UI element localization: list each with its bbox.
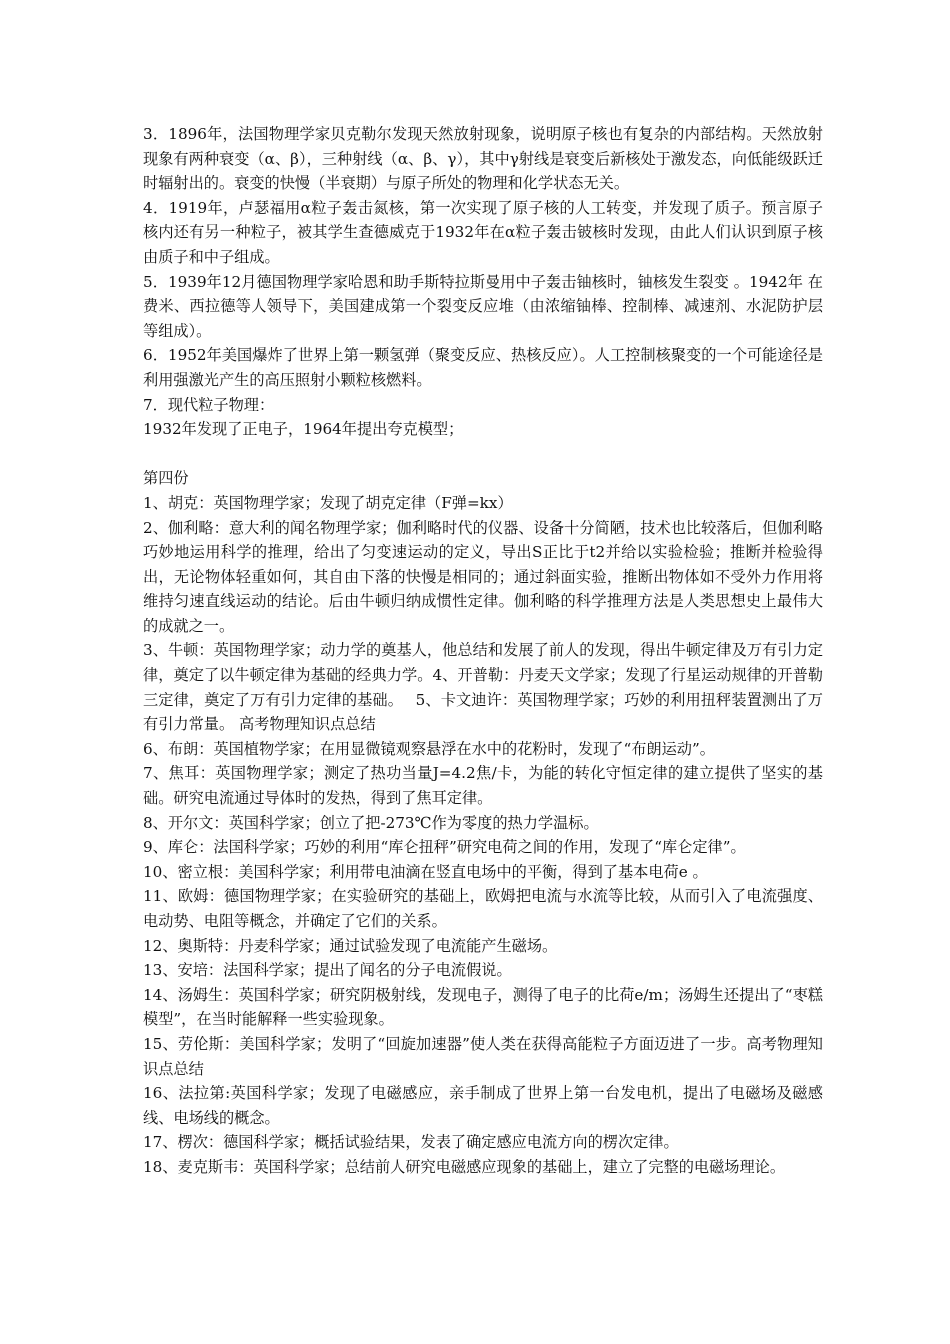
- scientist-maxwell: 18、麦克斯韦：英国科学家；总结前人研究电磁感应现象的基础上，建立了完整的电磁场理论。: [143, 1157, 786, 1176]
- scientist-coulomb: 9、库仑：法国科学家；巧妙的利用“库仑扭秤”研究电荷之间的作用，发现了“库仑定律”。: [143, 838, 746, 857]
- scientist-faraday: 16、法拉第:英国科学家；发现了电磁感应，亲手制成了世界上第一台发电机，提出了电磁场及磁感线、电场线的概念。: [143, 1084, 823, 1127]
- paragraph-nuclear-6: 6．1952年美国爆炸了世界上第一颗氢弹（聚变反应、热核反应）。人工控制核聚变的一个可能途径是利用强激光产生的高压照射小颗粒核燃料。: [143, 346, 823, 389]
- blank-line: [143, 442, 823, 467]
- scientist-thomson: 14、汤姆生：英国科学家；研究阴极射线，发现电子，测得了电子的比荷e/m；汤姆生还提出了“枣糕模型”，在当时能解释一些实验现象。: [143, 985, 823, 1029]
- paragraph-nuclear-5: 5．1939年12月德国物理学家哈恩和助手斯特拉斯曼用中子轰击铀核时，铀核发生裂变 。1942年 在费米、西拉德等人领导下，美国建成第一个裂变反应堆（由浓缩铀棒、控制棒、减速剂、水泥防护层等组成）。: [143, 272, 823, 340]
- paragraph-nuclear-4: 4．1919年，卢瑟福用α粒子轰击氮核，第一次实现了原子核的人工转变，并发现了质子。预言原子核内还有另一种粒子，被其学生查德威克于1932年在α粒子轰击铍核时发现，由此人们认识到原子核由质子和中子组成。: [143, 198, 823, 266]
- paragraph-positron: 1932年发现了正电子，1964年提出夸克模型；: [143, 420, 464, 439]
- scientist-brown: 6、布朗：英国植物学家；在用显微镜观察悬浮在水中的花粉时，发现了“布朗运动”。: [143, 739, 715, 758]
- scientist-millikan: 10、密立根：美国科学家；利用带电油滴在竖直电场中的平衡，得到了基本电荷e 。: [143, 862, 708, 881]
- scientist-hooke: 1、胡克：英国物理学家；发现了胡克定律（F弹=kx）: [143, 493, 513, 512]
- scientist-joule: 7、焦耳：英国物理学家；测定了热功当量J=4.2焦/卡，为能的转化守恒定律的建立提供了坚实的基础。研究电流通过导体时的发热，得到了焦耳定律。: [143, 764, 823, 808]
- section-heading: 第四份: [143, 469, 189, 488]
- scientist-ohm: 11、欧姆：德国物理学家；在实验研究的基础上，欧姆把电流与水流等比较，从而引入了电流强度、电动势、电阻等概念，并确定了它们的关系。: [143, 887, 823, 930]
- paragraph-nuclear-7: 7．现代粒子物理：: [143, 395, 275, 414]
- scientist-galileo: 2、伽利略：意大利的闻名物理学家；伽利略时代的仪器、设备十分简陋，技术也比较落后，但伽利略巧妙地运用科学的推理，给出了匀变速运动的定义，导出S正比于t2并给以实验检验；推断并检验得出，无论物体轻重如何，其自由下落的快慢是相同的；通过斜面实验，推断出物体如不受外力作用将维持匀速直线运动的结论。后由牛顿归纳成惯性定律。伽利略的科学推理方法是人类思想史上最伟大的成就之一。: [143, 518, 823, 635]
- scientist-lenz: 17、楞次：德国科学家；概括试验结果，发表了确定感应电流方向的楞次定律。: [143, 1133, 679, 1152]
- paragraph-nuclear-3: 3．1896年，法国物理学家贝克勒尔发现天然放射现象，说明原子核也有复杂的内部结构。天然放射现象有两种衰变（α、β），三种射线（α、β、γ），其中γ射线是衰变后新核处于激发态，向低能级跃迁时辐射出的。衰变的快慢（半衰期）与原子所处的物理和化学状态无关。: [143, 125, 823, 193]
- scientist-oersted: 12、奥斯特：丹麦科学家；通过试验发现了电流能产生磁场。: [143, 936, 558, 955]
- scientist-lawrence: 15、劳伦斯：美国科学家；发明了“回旋加速器”使人类在获得高能粒子方面迈进了一步。高考物理知识点总结: [143, 1034, 823, 1078]
- document-body: [143, 122, 823, 1180]
- scientist-newton: 3、牛顿：英国物理学家；动力学的奠基人，他总结和发展了前人的发现，得出牛顿定律及万有引力定律，奠定了以牛顿定律为基础的经典力学。4、开普勒：丹麦天文学家；发现了行星运动规律的开普勒三定律，奠定了万有引力定律的基础。 5、卡文迪许：英国物理学家；巧妙的利用扭秤装置测出了万有引力常量。 高考物理知识点总结: [143, 641, 823, 734]
- scientist-kelvin: 8、开尔文：英国科学家；创立了把-273℃作为零度的热力学温标。: [143, 813, 599, 832]
- scientist-ampere: 13、安培：法国科学家；提出了闻名的分子电流假说。: [143, 961, 512, 980]
